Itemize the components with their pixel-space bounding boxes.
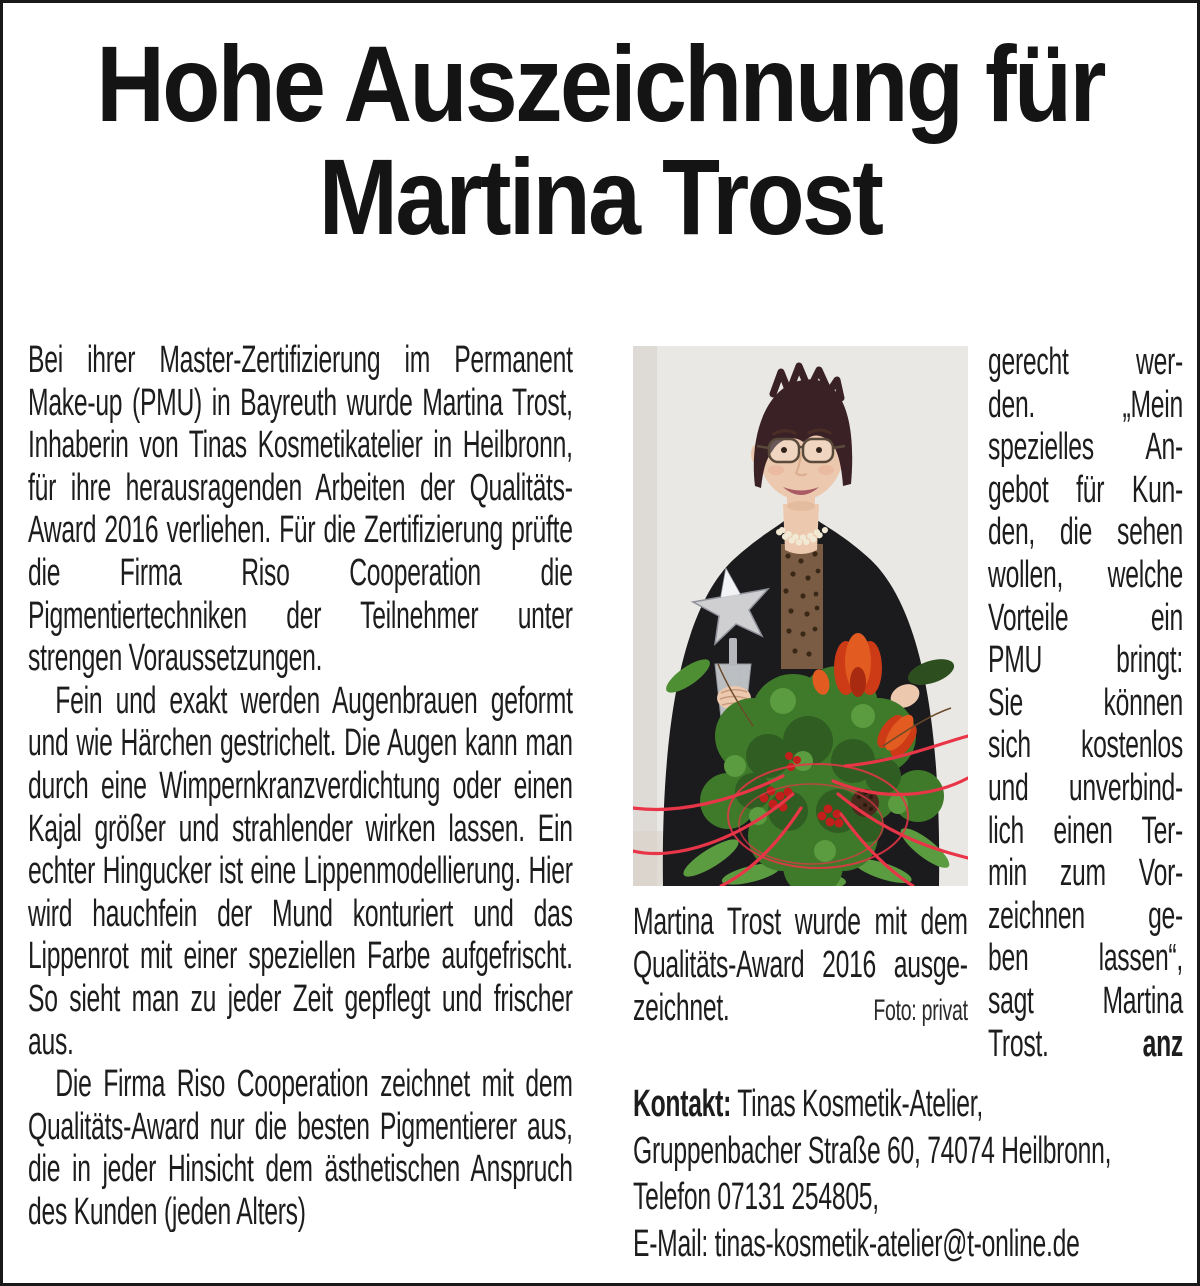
blush-right <box>818 465 834 475</box>
caption-line: Qualitäts-Award 2016 ausge- <box>633 944 968 986</box>
headline-line1: Hohe Auszeichnung für <box>96 23 1104 144</box>
right-column-line: Sie können <box>988 681 1183 724</box>
right-column-line: min zum Vor- <box>988 852 1183 895</box>
article-right-column <box>988 341 1183 1065</box>
right-column-line: ben lassen“, <box>988 937 1183 980</box>
right-column-line: den. „Mein <box>988 383 1183 426</box>
caption-text: zeichnet. <box>633 987 730 1029</box>
right-column-line: gerecht wer- <box>988 341 1183 383</box>
right-column-line: PMU bringt: <box>988 639 1183 682</box>
headline <box>0 23 1200 257</box>
right-column-last-line <box>988 1023 1183 1066</box>
right-column-line: den, die sehen <box>988 511 1183 554</box>
ad-marker: anz <box>1142 1022 1183 1065</box>
headline-line2: Martina Trost <box>318 136 882 257</box>
right-column-line: wollen, welche <box>988 553 1183 596</box>
article-left-column <box>28 339 573 1233</box>
caption-line: Martina Trost wurde mit dem <box>633 901 968 943</box>
caption-last-line <box>633 987 968 1032</box>
paragraph-technique: Fein und exakt werden Augenbrauen geformt und wie Härchen gestrichelt. Die Augen kann man durch eine Wimpernkranzverdichtung oder einen Kajal größer und strahlender wirken lassen. Ein echter Hingucker ist eine Lippenmodellierung. Hier wird hauchfein der Mund konturiert und das Lippenrot mit einer speziellen Farbe aufgefrischt. So sieht man zu jeder Zeit gepflegt und frischer aus. <box>28 679 573 1063</box>
photo-martina-trost <box>633 346 968 886</box>
trophy-stem <box>729 638 737 666</box>
photo-credit: Foto: privat <box>873 994 968 1027</box>
photo-caption <box>633 901 968 1032</box>
blush-left <box>768 465 784 475</box>
right-column-line: gebot für Kun- <box>988 468 1183 511</box>
right-eye <box>816 447 822 453</box>
right-column-line: lich einen Ter- <box>988 809 1183 852</box>
right-column-line: zeichnen ge- <box>988 894 1183 937</box>
right-column-line: und unverbind- <box>988 766 1183 809</box>
contact-block <box>633 1081 1188 1267</box>
right-column-text: Trost. <box>988 1022 1049 1065</box>
contact-label: Kontakt: <box>633 1083 732 1125</box>
contact-name: Tinas Kosmetik-Atelier, <box>731 1083 983 1125</box>
contact-line-address: Gruppenbacher Straße 60, 74074 Heilbronn, <box>633 1129 1112 1172</box>
paragraph-intro: Bei ihrer Master-Zertifizierung im Permanent Make-up (PMU) in Bayreuth wurde Martina Trost, Inhaberin von Tinas Kosmetikatelier in Heilbronn, für ihre herausragenden Arbeiten der Qualitäts-Award 2016 verliehen. Für die Zertifizierung prüfte die Firma Riso Cooperation die Pigmentiertechniken der Teilnehmer unter strengen Voraussetzungen. <box>28 339 573 680</box>
contact-line-phone: Telefon 07131 254805, <box>633 1176 879 1218</box>
wall-shadow <box>633 346 657 886</box>
contact-line-name <box>633 1081 1188 1128</box>
right-column-line: sich kostenlos <box>988 724 1183 767</box>
photo-illustration <box>633 346 968 886</box>
right-column-line: sagt Martina <box>988 979 1183 1022</box>
chin-shadow <box>787 501 815 511</box>
right-column-line: spezielles An- <box>988 426 1183 469</box>
right-column-line: Vorteile ein <box>988 596 1183 639</box>
paragraph-award: Die Firma Riso Cooperation zeichnet mit dem Qualitäts-Award nur die besten Pigmentierer aus, die in jeder Hinsicht dem ästhetischen Anspruch des Kunden (jeden Alters) <box>28 1063 573 1233</box>
contact-line-email: E-Mail: tinas-kosmetik-atelier@t-online.de <box>633 1222 1080 1265</box>
left-eye <box>781 447 787 453</box>
